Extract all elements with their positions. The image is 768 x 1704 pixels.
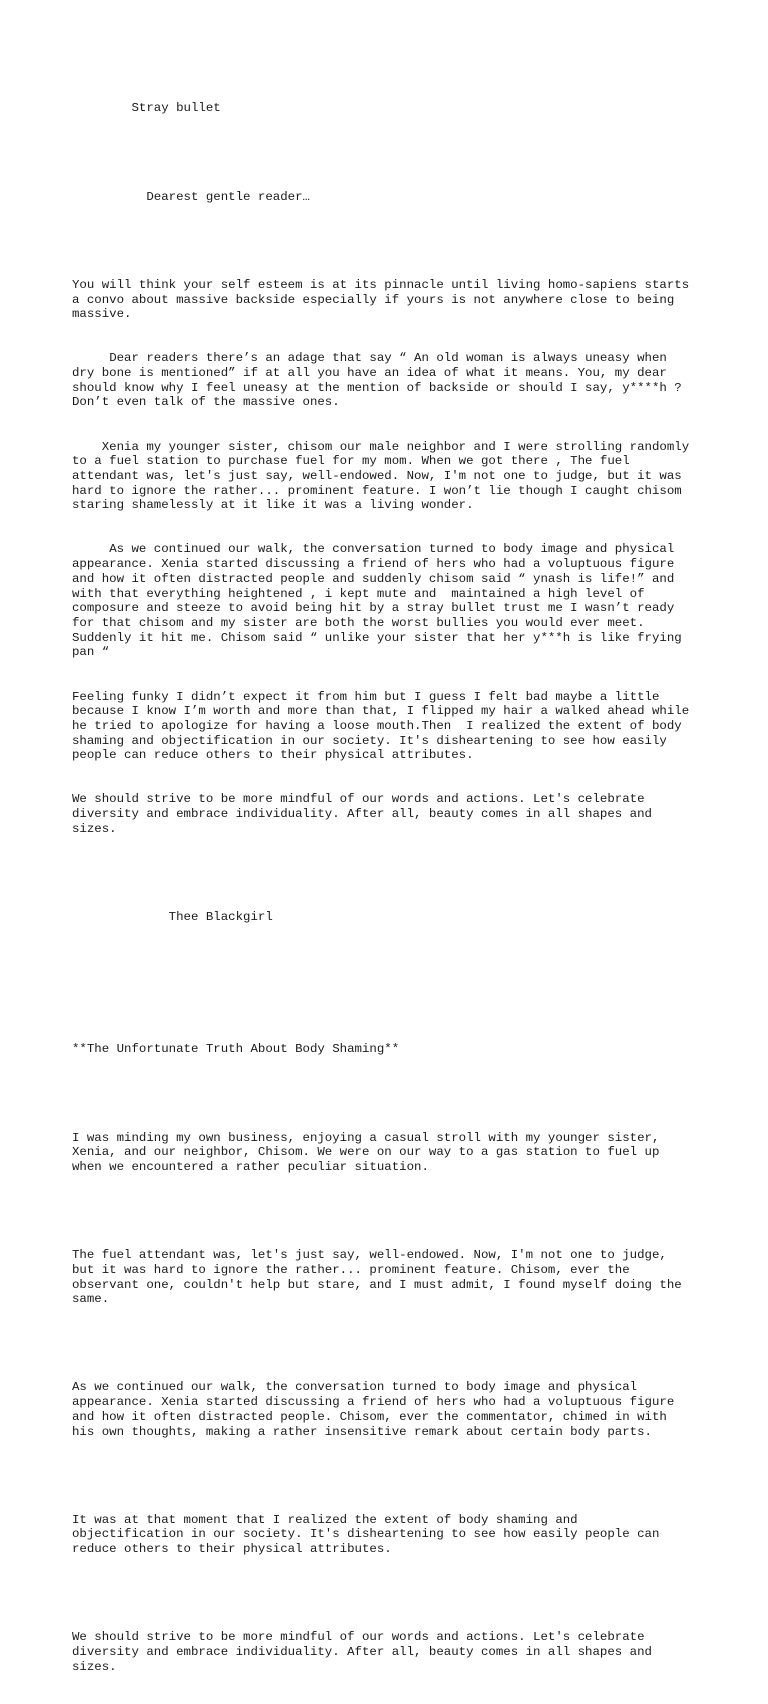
story-paragraph-2: Dear readers there’s an adage that say “ An old woman is always uneasy when dry bone is mentioned” if at all you have an idea of what it means. You, my dear should know why I feel uneasy at the mention of backside or should I say, y****h ? Don’t even talk of the massive ones.	[72, 351, 682, 410]
section-paragraph-3: As we continued our walk, the conversation turned to body image and physical appearance. Xenia started discussing a friend of hers who had a voluptuous figure and how it often distracted people. Chisom, ever the commentator, chimed in with his own thoughts, making a rather insensitive remark about certain body parts.	[72, 1380, 675, 1439]
document-body	[72, 72, 712, 1704]
section-paragraph-2: The fuel attendant was, let's just say, well-endowed. Now, I'm not one to judge, but it was hard to ignore the rather... prominent feature. Chisom, ever the observant one, couldn't help but stare, and I must admit, I found myself doing the same.	[72, 1248, 682, 1307]
blank-line	[72, 954, 712, 969]
story-title: Stray bullet	[72, 101, 221, 116]
section-paragraph-5: We should strive to be more mindful of our words and actions. Let's celebrate diversity and embrace individuality. After all, beauty comes in all shapes and sizes.	[72, 1630, 652, 1674]
blank-line	[72, 998, 712, 1013]
blank-line	[72, 1586, 712, 1601]
blank-line	[72, 146, 712, 161]
blank-line	[72, 1204, 712, 1219]
section-paragraph-1: I was minding my own business, enjoying a casual stroll with my younger sister, Xenia, and our neighbor, Chisom. We were on our way to a gas station to fuel up when we encountered a rather peculiar situation.	[72, 1130, 660, 1174]
salutation: Dearest gentle reader…	[72, 189, 310, 204]
story-paragraph-4: As we continued our walk, the conversation turned to body image and physical appearance. Xenia started discussing a friend of hers who had a voluptuous figure and how it often distracted people and suddenly chisom said “ ynash is life!” and with that everything heightened , i kept mute and maintained a high level of composure and steeze to avoid being hit by a stray bullet trust me I wasn’t ready for that chisom and my sister are both the worst bullies you would ever meet. Suddenly it hit me. Chisom said “ unlike your sister that her y***h is like frying pan “	[72, 542, 682, 660]
signature: Thee Blackgirl	[72, 910, 273, 925]
blank-line	[72, 234, 712, 249]
section-paragraph-4: It was at that moment that I realized the extent of body shaming and objectification in our society. It's disheartening to see how easily people can reduce others to their physical attributes.	[72, 1512, 660, 1557]
story-paragraph-5: Feeling funky I didn’t expect it from him but I guess I felt bad maybe a little because I know I’m worth and more than that, I flipped my hair a walked ahead while he tried to apologize for having a loose mouth.Then I realized the extent of body shaming and objectification in our society. It's disheartening to see how easily people can reduce others to their physical attributes.	[72, 689, 690, 763]
blank-line	[72, 1336, 712, 1351]
story-paragraph-6: We should strive to be more mindful of our words and actions. Let's celebrate diversity and embrace individuality. After all, beauty comes in all shapes and sizes.	[72, 792, 652, 836]
blank-line	[72, 1469, 712, 1484]
blank-line	[72, 1086, 712, 1101]
blank-line	[72, 866, 712, 881]
story-paragraph-1: You will think your self esteem is at its pinnacle until living homo-sapiens starts a convo about massive backside especially if yours is not anywhere close to being massive.	[72, 277, 690, 322]
section-heading: **The Unfortunate Truth About Body Shaming**	[72, 1042, 400, 1057]
story-paragraph-3: Xenia my younger sister, chisom our male neighbor and I were strolling randomly to a fuel station to purchase fuel for my mom. When we got there , The fuel attendant was, let's just say, well-endowed. Now, I'm not one to judge, but it was hard to ignore the rather... prominent feature. I won’t lie though I caught chisom staring shamelessly at it like it was a living wonder.	[72, 439, 690, 513]
